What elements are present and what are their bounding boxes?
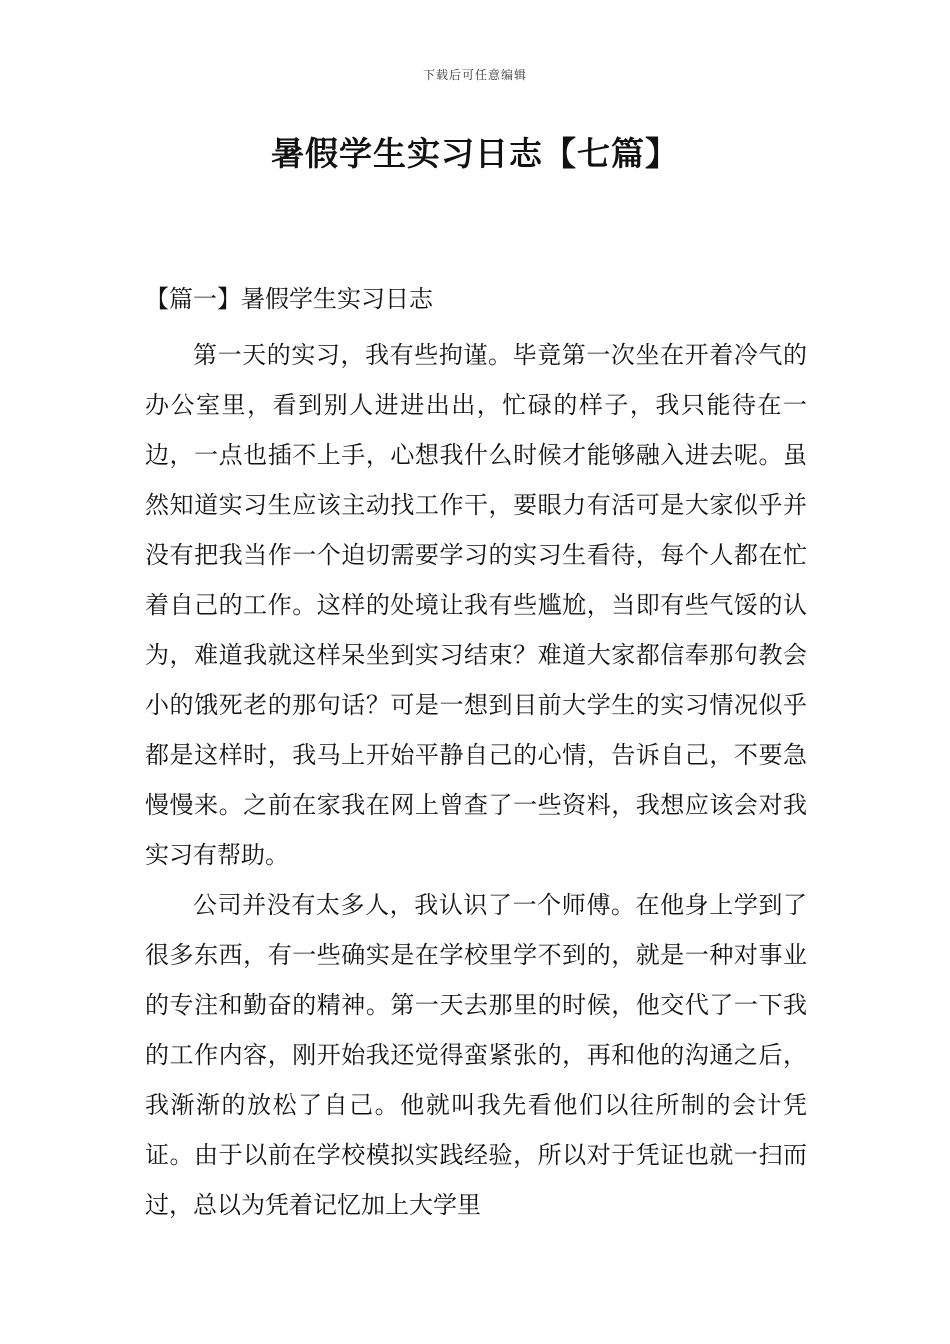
paragraph: 公司并没有太多人，我认识了一个师傅。在他身上学到了很多东西，有一些确实是在学校里学不到的，就是一种对事业的专注和勤奋的精神。第一天去那里的时候，他交代了一下我的工作内容，刚开始我还觉得蛮紧张的，再和他的沟通之后，我渐渐的放松了自己。他就叫我先看他们以往所制的会计凭证。由于以前在学校模拟实践经验，所以对于凭证也就一扫而过，总以为凭着记忆加上大学里 <box>145 891 807 1219</box>
section-heading: 【篇一】暑假学生实习日志 <box>145 285 433 313</box>
paragraph: 第一天的实习，我有些拘谨。毕竟第一次坐在开着冷气的办公室里，看到别人进进出出，忙碌的样子，我只能待在一边，一点也插不上手，心想我什么时候才能够融入进去呢。虽然知道实习生应该主动找工作干，要眼力有活可是大家似乎并没有把我当作一个迫切需要学习的实习生看待，每个人都在忙着自己的工作。这样的处境让我有些尴尬，当即有些气馁的认为，难道我就这样呆坐到实习结束？难道大家都信奉那句教会小的饿死老的那句话？可是一想到目前大学生的实习情况似乎都是这样时，我马上开始平静自己的心情，告诉自己，不要急慢慢来。之前在家我在网上曾查了一些资料，我想应该会对我实习有帮助。 <box>145 341 807 869</box>
document-title: 暑假学生实习日志【七篇】 <box>271 134 679 173</box>
header-note: 下载后可任意编辑 <box>422 68 527 82</box>
document-body <box>145 280 807 1230</box>
